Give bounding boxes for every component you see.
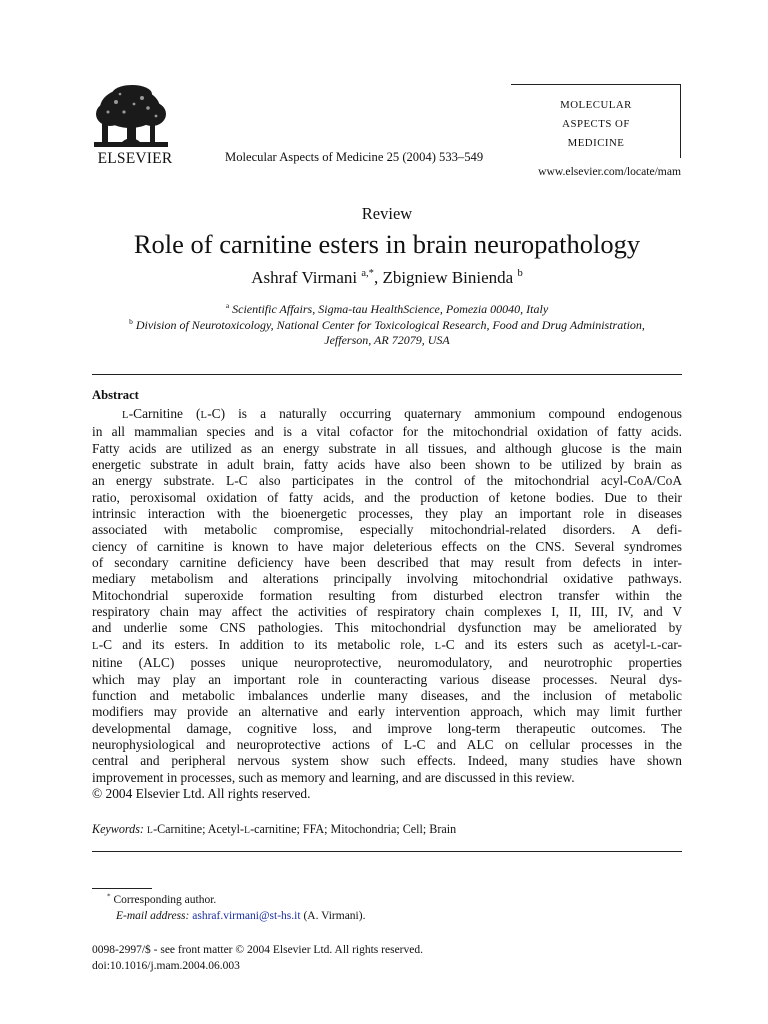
author-affiliation-mark: b xyxy=(517,268,523,280)
affiliation-a xyxy=(92,302,682,317)
abstract-line: Mitochondrial superoxide formation resulting from disturbed electron transfer within the xyxy=(92,587,682,603)
abstract-line: Fatty acids are utilized as an energy substrate in all tissues, and although glucose is the main xyxy=(92,440,682,456)
divider-top xyxy=(92,374,682,375)
journal-citation: Molecular Aspects of Medicine 25 (2004) 533–549 xyxy=(225,150,484,164)
abstract-line: mediary metabolism and alterations principally involving mitochondrial oxidative pathways. xyxy=(92,571,682,587)
author-affiliation-mark: a,* xyxy=(361,268,374,280)
footnote-mark: * xyxy=(107,892,111,901)
journal-name-line: MOLECULAR xyxy=(560,99,632,111)
journal-name-box xyxy=(511,84,681,158)
affiliation-text: Division of Neurotoxicology, National Center for Toxicological Research, Food and Drug Administration, xyxy=(135,318,645,332)
abstract-line: an energy substrate. L-C also participates in the control of the mitochondrial acyl-CoA/CoA xyxy=(92,473,682,489)
elsevier-tree-logo-icon xyxy=(92,84,170,150)
affiliation-mark: b xyxy=(129,317,133,327)
abstract-line: L-C and its esters. In addition to its metabolic role, L-C and its esters such as acetyl-L-car- xyxy=(92,636,683,652)
keywords-text: L-Carnitine; Acetyl-L-carnitine; FFA; Mitochondria; Cell; Brain xyxy=(147,822,457,836)
doi-line[interactable]: doi:10.1016/j.mam.2004.06.003 xyxy=(92,960,240,972)
abstract-copyright: © 2004 Elsevier Ltd. All rights reserved. xyxy=(92,785,311,801)
abstract-line: developmental damage, cognitive loss, and improve long-term therapeutic outcomes. The xyxy=(92,720,682,736)
abstract-line: function and metabolic imbalances underlie many diseases, and the inclusion of metabolic xyxy=(92,687,682,703)
publisher-name: ELSEVIER xyxy=(97,150,173,167)
journal-name-line: ASPECTS OF xyxy=(562,118,630,130)
author-name: Zbigniew Binienda xyxy=(382,268,514,287)
abstract-line: of secondary carnitine deficiency have been described that may result from defects in inter- xyxy=(92,555,682,571)
corresponding-author-note xyxy=(107,894,216,906)
abstract-line: modifiers may provide an alternative and early intervention approach, which may limit further xyxy=(92,704,682,720)
article-type: Review xyxy=(361,204,413,223)
email-note xyxy=(116,910,365,922)
email-link[interactable]: ashraf.virmani@st-hs.it xyxy=(192,910,301,922)
abstract-line: nitine (ALC) posses unique neuroprotective, neuromodulatory, and neurotrophic properties xyxy=(92,655,682,671)
author-name: Ashraf Virmani xyxy=(251,268,358,287)
abstract-line: energetic substrate in adult brain, fatty acids have also been shown to be utilized by brain as xyxy=(92,457,682,473)
author-list xyxy=(0,268,768,288)
email-label: E-mail address: xyxy=(116,910,190,922)
abstract-line: associated with metabolic compromise, especially mitochondrial-related disorders. A defi- xyxy=(92,522,682,538)
abstract-line: intrinsic interaction with the bioenergetic processes, they play an important role in diseases xyxy=(92,506,682,522)
issn-line: 0098-2997/$ - see front matter © 2004 Elsevier Ltd. All rights reserved. xyxy=(92,944,423,956)
author-separator: , xyxy=(373,268,383,287)
keywords xyxy=(92,822,456,837)
abstract-line: central and peripheral nervous system show such effects. Indeed, many studies have shown xyxy=(92,753,682,769)
journal-name-line: MEDICINE xyxy=(567,137,625,149)
abstract-line: neurophysiological and neuroprotective actions of L-C and ALC on cellular processes in the xyxy=(92,736,682,752)
abstract-line: ratio, peroxisomal oxidation of fatty acids, and the production of ketone bodies. Due to their xyxy=(92,489,682,505)
affiliation-text: Scientific Affairs, Sigma-tau HealthScience, Pomezia 00040, Italy xyxy=(232,302,549,316)
journal-url[interactable]: www.elsevier.com/locate/mam xyxy=(538,165,681,178)
divider-bottom xyxy=(92,851,682,852)
abstract-line: in all mammalian species and is a vital cofactor for the mitochondrial oxidation of fatty acids. xyxy=(92,424,682,440)
affiliation-b xyxy=(92,318,682,333)
abstract-line: which may play an important role in counteracting various disease processes. Neural dys- xyxy=(92,671,682,687)
abstract-heading: Abstract xyxy=(92,388,139,402)
email-owner: (A. Virmani). xyxy=(303,910,366,922)
footnote-text: Corresponding author. xyxy=(113,894,217,906)
abstract-line: improvement in processes, such as memory and learning, and are discussed in this review. xyxy=(92,769,575,785)
abstract-line: respiratory chain may affect the activities of respiratory chain complexes I, II, III, IV, and V xyxy=(92,604,682,620)
keywords-label: Keywords: xyxy=(92,822,144,836)
article-title: Role of carnitine esters in brain neuropathology xyxy=(133,229,641,259)
abstract-line: ciency of carnitine is known to have major deleterious effects on the CNS. Several syndromes xyxy=(92,538,682,554)
abstract-line: L-Carnitine (L-C) is a naturally occurring quaternary ammonium compound endogenous xyxy=(122,406,682,421)
affiliation-b-line2: Jefferson, AR 72079, USA xyxy=(324,333,450,347)
footnote-rule xyxy=(92,888,152,889)
abstract-line: and underlie some CNS pathologies. This mitochondrial dysfunction may be ameliorated by xyxy=(92,620,682,636)
abstract-body xyxy=(92,406,682,802)
affiliation-mark: a xyxy=(225,301,230,311)
